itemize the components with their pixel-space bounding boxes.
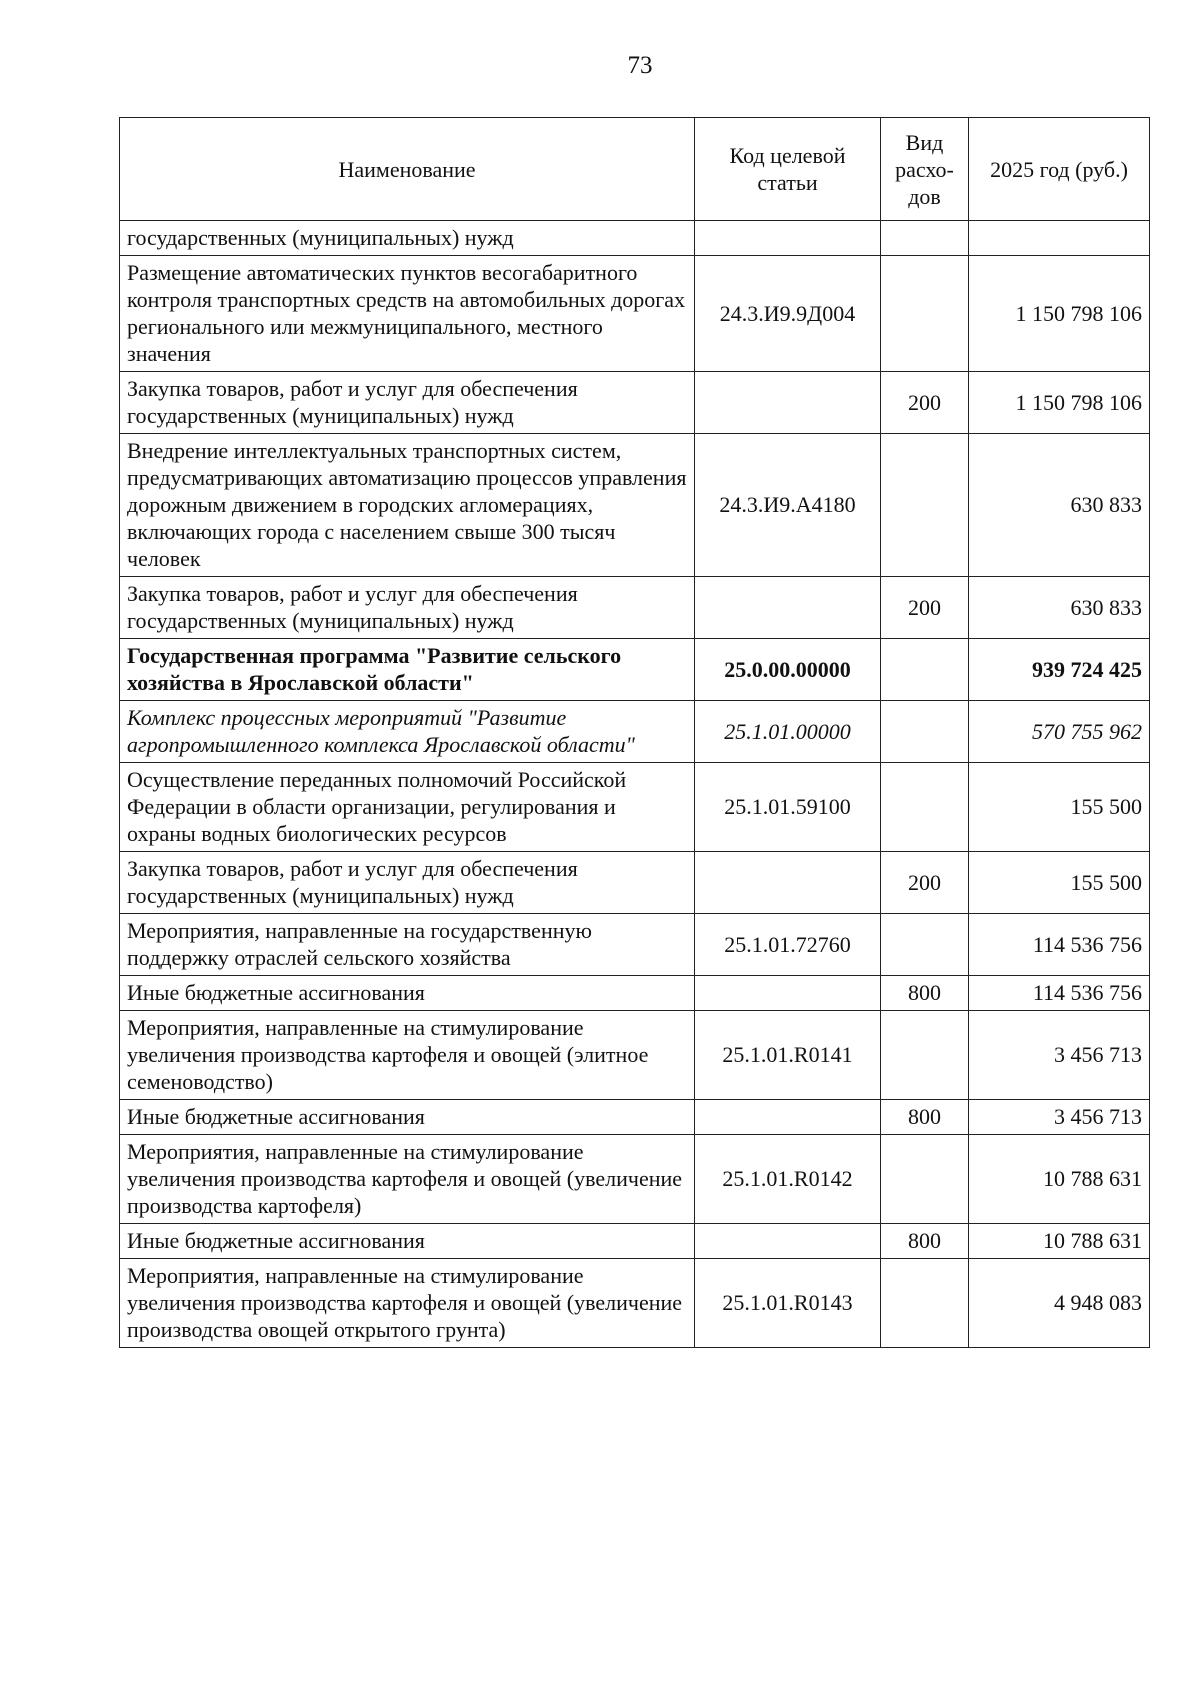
cell-name: Иные бюджетные ассигнования (120, 1224, 695, 1259)
cell-code: 24.3.И9.А4180 (695, 434, 881, 577)
table-row (120, 639, 1150, 701)
table-row (120, 221, 1150, 256)
cell-name: Иные бюджетные ассигнования (120, 976, 695, 1011)
cell-code: 25.1.01.00000 (695, 701, 881, 763)
page-number: 73 (627, 52, 653, 79)
cell-expense-type (881, 221, 969, 256)
cell-name: Закупка товаров, работ и услуг для обеспечения государственных (муниципальных) нужд (120, 852, 695, 914)
cell-sum: 155 500 (969, 763, 1150, 852)
cell-code (695, 852, 881, 914)
cell-expense-type: 800 (881, 976, 969, 1011)
table-row (120, 1135, 1150, 1224)
cell-name: Внедрение интеллектуальных транспортных систем, предусматривающих автоматизацию процессов управления дорожным движением в городских агломерациях, включающих города с населением свыше 300 тысяч человек (120, 434, 695, 577)
cell-sum: 114 536 756 (969, 914, 1150, 976)
cell-expense-type (881, 434, 969, 577)
cell-code: 25.1.01.72760 (695, 914, 881, 976)
cell-code (695, 1100, 881, 1135)
cell-name: Мероприятия, направленные на государственную поддержку отраслей сельского хозяйства (120, 914, 695, 976)
cell-sum: 114 536 756 (969, 976, 1150, 1011)
cell-sum: 570 755 962 (969, 701, 1150, 763)
table-row (120, 1100, 1150, 1135)
table-row (120, 1011, 1150, 1100)
cell-sum: 10 788 631 (969, 1224, 1150, 1259)
cell-expense-type (881, 256, 969, 372)
cell-name: Осуществление переданных полномочий Российской Федерации в области организации, регулирования и охраны водных биологических ресурсов (120, 763, 695, 852)
table-row (120, 763, 1150, 852)
table-row (120, 1259, 1150, 1348)
cell-sum: 3 456 713 (969, 1100, 1150, 1135)
cell-name: Иные бюджетные ассигнования (120, 1100, 695, 1135)
cell-expense-type (881, 1011, 969, 1100)
table-row (120, 852, 1150, 914)
cell-sum: 939 724 425 (969, 639, 1150, 701)
table-row (120, 701, 1150, 763)
cell-expense-type (881, 1259, 969, 1348)
header-name: Наименование (120, 118, 695, 221)
cell-code: 24.3.И9.9Д004 (695, 256, 881, 372)
cell-expense-type: 200 (881, 852, 969, 914)
cell-code: 25.1.01.R0141 (695, 1011, 881, 1100)
table-row (120, 372, 1150, 434)
cell-expense-type: 200 (881, 372, 969, 434)
budget-table (119, 117, 1150, 1348)
cell-expense-type (881, 1135, 969, 1224)
cell-code (695, 976, 881, 1011)
header-code: Код целевой статьи (695, 118, 881, 221)
cell-name: Закупка товаров, работ и услуг для обеспечения государственных (муниципальных) нужд (120, 577, 695, 639)
cell-name: Мероприятия, направленные на стимулирование увеличения производства картофеля и овощей (увеличение производства картофеля) (120, 1135, 695, 1224)
cell-expense-type (881, 763, 969, 852)
cell-sum: 630 833 (969, 434, 1150, 577)
cell-expense-type (881, 639, 969, 701)
cell-code (695, 1224, 881, 1259)
table-row (120, 1224, 1150, 1259)
cell-code (695, 221, 881, 256)
cell-sum: 10 788 631 (969, 1135, 1150, 1224)
cell-sum (969, 221, 1150, 256)
cell-sum: 4 948 083 (969, 1259, 1150, 1348)
table-row (120, 577, 1150, 639)
cell-code (695, 577, 881, 639)
cell-sum: 155 500 (969, 852, 1150, 914)
cell-sum: 1 150 798 106 (969, 372, 1150, 434)
cell-name: государственных (муниципальных) нужд (120, 221, 695, 256)
cell-name: Государственная программа "Развитие сельского хозяйства в Ярославской области" (120, 639, 695, 701)
cell-name: Закупка товаров, работ и услуг для обеспечения государственных (муниципальных) нужд (120, 372, 695, 434)
cell-code: 25.1.01.R0143 (695, 1259, 881, 1348)
table-row (120, 976, 1150, 1011)
cell-code: 25.0.00.00000 (695, 639, 881, 701)
cell-expense-type: 800 (881, 1100, 969, 1135)
table-row (120, 256, 1150, 372)
cell-code: 25.1.01.59100 (695, 763, 881, 852)
table-body (120, 221, 1150, 1348)
header-expense-type: Вид расхо-дов (881, 118, 969, 221)
cell-expense-type (881, 701, 969, 763)
table-row (120, 914, 1150, 976)
cell-sum: 1 150 798 106 (969, 256, 1150, 372)
cell-name: Мероприятия, направленные на стимулирование увеличения производства картофеля и овощей (увеличение производства овощей открытого грунта) (120, 1259, 695, 1348)
cell-name: Размещение автоматических пунктов весогабаритного контроля транспортных средств на автомобильных дорогах регионального или межмуниципального, местного значения (120, 256, 695, 372)
cell-code (695, 372, 881, 434)
cell-expense-type: 200 (881, 577, 969, 639)
table-header-row (120, 118, 1150, 221)
cell-sum: 630 833 (969, 577, 1150, 639)
cell-sum: 3 456 713 (969, 1011, 1150, 1100)
cell-name: Комплекс процессных мероприятий "Развитие агропромышленного комплекса Ярославской области" (120, 701, 695, 763)
table-row (120, 434, 1150, 577)
cell-expense-type (881, 914, 969, 976)
header-sum-2025: 2025 год (руб.) (969, 118, 1150, 221)
cell-code: 25.1.01.R0142 (695, 1135, 881, 1224)
cell-expense-type: 800 (881, 1224, 969, 1259)
cell-name: Мероприятия, направленные на стимулирование увеличения производства картофеля и овощей (элитное семеноводство) (120, 1011, 695, 1100)
